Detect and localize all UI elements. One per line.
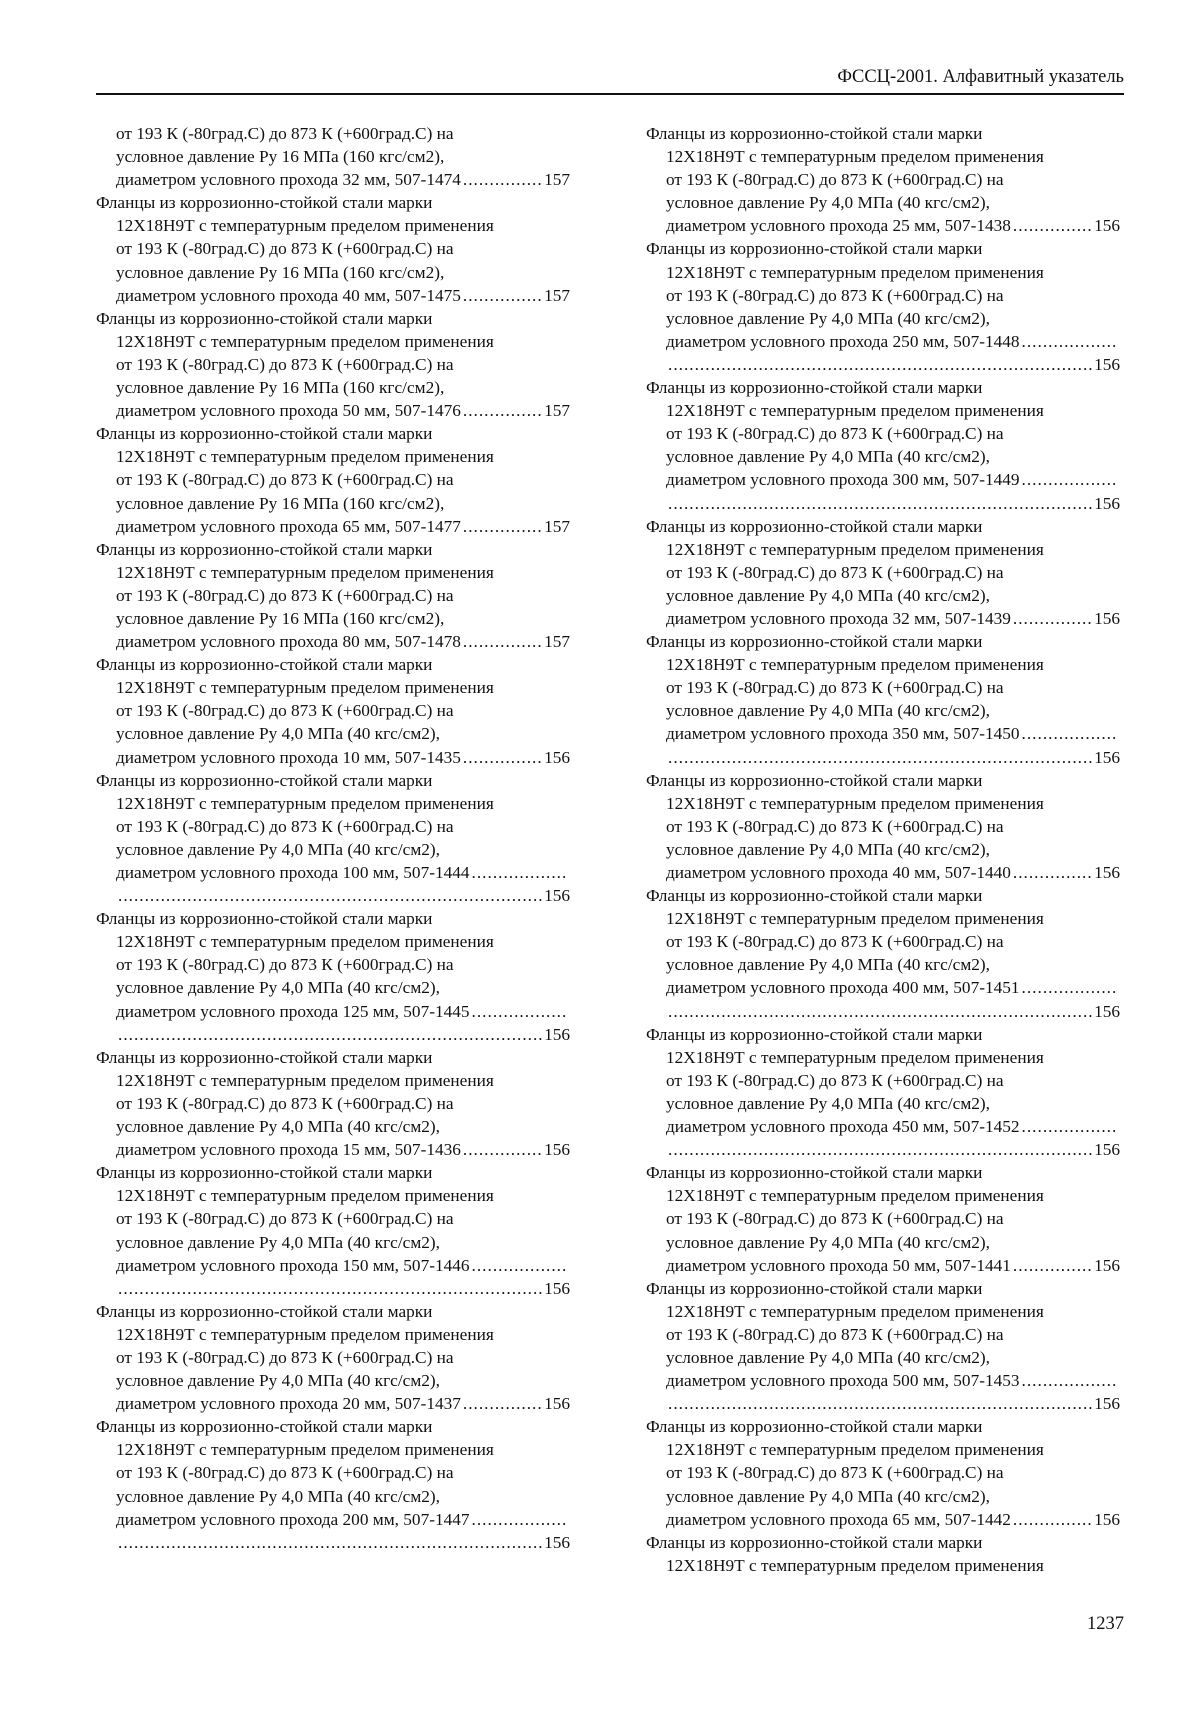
entry-line: условное давление Ру 4,0 МПа (40 кгс/см2),: [116, 724, 440, 744]
index-entry: [646, 769, 1120, 884]
page-ref: 156: [1094, 608, 1120, 628]
entry-tail-text: диаметром условного прохода 400 мм, 507-1451: [666, 978, 1020, 998]
dot-leader-line: [96, 1531, 570, 1554]
page-ref: 156: [544, 747, 570, 767]
dot-leader: [118, 1531, 542, 1554]
entry-line: [646, 861, 1120, 884]
entry-line: от 193 К (-80град.С) до 873 К (+600град.С) на: [116, 1209, 454, 1229]
entry-line: условное давление Ру 16 МПа (160 кгс/см2),: [116, 378, 445, 398]
page-ref: 157: [544, 401, 570, 421]
entry-line: 12Х18Н9Т с температурным пределом применения: [666, 1047, 1044, 1067]
dot-leader: [472, 1508, 568, 1531]
entry-line: от 193 К (-80град.С) до 873 К (+600град.С) на: [666, 1209, 1004, 1229]
entry-line: [96, 399, 570, 422]
entry-tail-text: диаметром условного прохода 40 мм, 507-1440: [666, 863, 1011, 882]
index-entry: [646, 122, 1120, 237]
entry-tail-text: диаметром условного прохода 15 мм, 507-1436: [116, 1140, 461, 1160]
entry-line: [96, 1392, 570, 1415]
entry-line: [96, 746, 570, 769]
entry-heading: Фланцы из коррозионно-стойкой стали марки: [646, 239, 983, 259]
dot-leader-line: [646, 746, 1120, 769]
entry-line: от 193 К (-80град.С) до 873 К (+600град.С) на: [116, 124, 454, 143]
entry-line: от 193 К (-80град.С) до 873 К (+600град.С) на: [116, 1093, 454, 1113]
entry-heading: Фланцы из коррозионно-стойкой стали марки: [96, 770, 433, 790]
entry-line: [96, 515, 570, 538]
entry-line: условное давление Ру 4,0 МПа (40 кгс/см2),: [116, 1486, 440, 1506]
entry-line: от 193 К (-80град.С) до 873 К (+600град.С) на: [116, 955, 454, 975]
entry-line: условное давление Ру 4,0 МПа (40 кгс/см2),: [116, 839, 440, 859]
entry-line: условное давление Ру 4,0 МПа (40 кгс/см2),: [666, 839, 990, 859]
dot-leader: [668, 492, 1092, 515]
entry-heading: Фланцы из коррозионно-стойкой стали марки: [646, 1532, 983, 1552]
entry-line: от 193 К (-80град.С) до 873 К (+600град.С) на: [666, 285, 1004, 305]
entry-heading: Фланцы из коррозионно-стойкой стали марки: [646, 516, 983, 536]
entry-line: от 193 К (-80град.С) до 873 К (+600град.С) на: [116, 354, 454, 374]
index-entry: [646, 1277, 1120, 1416]
index-entry: [96, 307, 570, 422]
dot-leader: [472, 1254, 568, 1277]
entry-heading: Фланцы из коррозионно-стойкой стали марки: [96, 655, 433, 675]
entry-line: 12Х18Н9Т с температурным пределом применения: [666, 539, 1044, 559]
entry-line: [96, 1254, 570, 1277]
entry-line: [646, 1508, 1120, 1531]
entry-tail-text: диаметром условного прохода 80 мм, 507-1478: [116, 632, 461, 652]
entry-tail-text: диаметром условного прохода 65 мм, 507-1477: [116, 516, 461, 536]
entry-line: 12Х18Н9Т с температурным пределом применения: [666, 1440, 1044, 1460]
entry-heading: Фланцы из коррозионно-стойкой стали марки: [646, 886, 983, 906]
entry-line: от 193 К (-80град.С) до 873 К (+600град.С) на: [116, 701, 454, 721]
dot-leader: [1022, 722, 1118, 745]
entry-tail-text: диаметром условного прохода 32 мм, 507-1474: [116, 170, 461, 190]
entry-line: условное давление Ру 16 МПа (160 кгс/см2),: [116, 147, 445, 167]
entry-line: 12Х18Н9Т с температурным пределом применения: [116, 1070, 494, 1090]
index-entry: [96, 538, 570, 653]
entry-tail-text: диаметром условного прохода 350 мм, 507-1450: [666, 724, 1020, 744]
entry-line: условное давление Ру 4,0 МПа (40 кгс/см2),: [666, 701, 990, 721]
entry-tail-text: диаметром условного прохода 25 мм, 507-1438: [666, 216, 1011, 236]
entry-heading: Фланцы из коррозионно-стойкой стали марки: [96, 193, 433, 213]
entry-line: условное давление Ру 16 МПа (160 кгс/см2),: [116, 262, 445, 282]
entry-tail-text: диаметром условного прохода 200 мм, 507-1447: [116, 1509, 470, 1529]
entry-line: условное давление Ру 4,0 МПа (40 кгс/см2),: [116, 978, 440, 998]
entry-line: от 193 К (-80град.С) до 873 К (+600град.С) на: [666, 424, 1004, 444]
running-head: ФССЦ-2001. Алфавитный указатель: [96, 64, 1124, 95]
page-ref: 156: [1094, 493, 1120, 513]
page-ref: 156: [1094, 1140, 1120, 1160]
entry-tail-text: диаметром условного прохода 500 мм, 507-1453: [666, 1371, 1020, 1391]
entry-tail-text: диаметром условного прохода 40 мм, 507-1475: [116, 285, 461, 305]
dot-leader: [463, 168, 542, 191]
index-entry: [646, 376, 1120, 515]
entry-line: 12Х18Н9Т с температурным пределом применения: [666, 793, 1044, 813]
entry-tail-text: диаметром условного прохода 125 мм, 507-1445: [116, 1001, 470, 1021]
page-ref: 156: [544, 1532, 570, 1552]
dot-leader-line: [646, 1392, 1120, 1415]
entry-heading: Фланцы из коррозионно-стойкой стали марки: [96, 1417, 433, 1437]
entry-heading: Фланцы из коррозионно-стойкой стали марки: [646, 632, 983, 652]
dot-leader: [1013, 1508, 1092, 1531]
index-column-left: [96, 122, 570, 1554]
index-entry: [96, 1300, 570, 1415]
dot-leader: [1013, 861, 1092, 884]
page-ref: 156: [1094, 216, 1120, 236]
dot-leader: [1022, 1369, 1118, 1392]
entry-line: 12Х18Н9Т с температурным пределом применения: [666, 401, 1044, 421]
entry-heading: Фланцы из коррозионно-стойкой стали марки: [646, 1278, 983, 1298]
entry-heading: Фланцы из коррозионно-стойкой стали марки: [646, 1163, 983, 1183]
page-ref: 156: [1094, 1001, 1120, 1021]
dot-leader: [463, 630, 542, 653]
entry-line: [646, 607, 1120, 630]
dot-leader: [463, 515, 542, 538]
entry-line: [96, 861, 570, 884]
index-entry: [96, 1415, 570, 1554]
dot-leader: [668, 1138, 1092, 1161]
page-ref: 156: [1094, 863, 1120, 882]
entry-line: от 193 К (-80град.С) до 873 К (+600град.С) на: [666, 678, 1004, 698]
entry-heading: Фланцы из коррозионно-стойкой стали марки: [96, 308, 433, 328]
entry-heading: Фланцы из коррозионно-стойкой стали марки: [96, 909, 433, 929]
entry-line: 12Х18Н9Т с температурным пределом применения: [116, 1324, 494, 1344]
dot-leader-line: [646, 1138, 1120, 1161]
entry-line: [96, 1508, 570, 1531]
entry-tail-text: диаметром условного прохода 20 мм, 507-1437: [116, 1394, 461, 1414]
entry-line: 12Х18Н9Т с температурным пределом применения: [116, 1440, 494, 1460]
dot-leader: [472, 861, 568, 884]
entry-heading: Фланцы из коррозионно-стойкой стали марки: [646, 770, 983, 790]
entry-line: условное давление Ру 4,0 МПа (40 кгс/см2),: [666, 1093, 990, 1113]
entry-line: 12Х18Н9Т с температурным пределом применения: [116, 932, 494, 952]
entry-line: [96, 168, 570, 191]
entry-line: [646, 1369, 1120, 1392]
index-entry: [96, 191, 570, 306]
dot-leader-line: [96, 1023, 570, 1046]
dot-leader-line: [96, 884, 570, 907]
page-number: 1237: [1087, 1614, 1124, 1634]
dot-leader: [118, 884, 542, 907]
entry-line: 12Х18Н9Т с температурным пределом применения: [666, 1186, 1044, 1206]
entry-tail-text: диаметром условного прохода 450 мм, 507-1452: [666, 1117, 1020, 1137]
entry-line: 12Х18Н9Т с температурным пределом применения: [116, 331, 494, 351]
index-column-right: [646, 122, 1120, 1577]
entry-line: от 193 К (-80град.С) до 873 К (+600град.С) на: [666, 1463, 1004, 1483]
entry-heading: Фланцы из коррозионно-стойкой стали марки: [96, 1047, 433, 1067]
entry-line: условное давление Ру 4,0 МПа (40 кгс/см2),: [116, 1117, 440, 1137]
entry-line: от 193 К (-80град.С) до 873 К (+600град.С) на: [666, 562, 1004, 582]
entry-line: [96, 1000, 570, 1023]
entry-line: [646, 722, 1120, 745]
entry-line: от 193 К (-80град.С) до 873 К (+600град.С) на: [666, 816, 1004, 836]
entry-line: 12Х18Н9Т с температурным пределом применения: [116, 1186, 494, 1206]
entry-line: 12Х18Н9Т с температурным пределом применения: [116, 447, 494, 467]
dot-leader-line: [646, 492, 1120, 515]
dot-leader: [463, 746, 542, 769]
entry-line: от 193 К (-80град.С) до 873 К (+600град.С) на: [666, 1324, 1004, 1344]
index-entry: [96, 1161, 570, 1300]
index-entry: [646, 1023, 1120, 1162]
entry-line: 12Х18Н9Т с температурным пределом применения: [666, 1301, 1044, 1321]
entry-line: условное давление Ру 4,0 МПа (40 кгс/см2),: [666, 193, 990, 213]
page-ref: 156: [1094, 1255, 1120, 1275]
entry-line: [646, 1254, 1120, 1277]
entry-heading: Фланцы из коррозионно-стойкой стали марки: [646, 124, 983, 143]
entry-line: 12Х18Н9Т с температурным пределом применения: [116, 216, 494, 236]
index-entry: [96, 422, 570, 537]
dot-leader: [1022, 1115, 1118, 1138]
dot-leader: [668, 353, 1092, 376]
index-entry: [646, 1415, 1120, 1530]
dot-leader: [1022, 976, 1118, 999]
entry-line: [646, 1115, 1120, 1138]
page-ref: 156: [544, 1140, 570, 1160]
index-entry: [96, 122, 570, 191]
entry-line: [646, 976, 1120, 999]
entry-line: [96, 630, 570, 653]
dot-leader: [118, 1023, 542, 1046]
dot-leader: [1022, 468, 1118, 491]
index-entry: [96, 653, 570, 768]
entry-line: от 193 К (-80град.С) до 873 К (+600град.С) на: [666, 1070, 1004, 1090]
entry-line: 12Х18Н9Т с температурным пределом применения: [666, 147, 1044, 167]
dot-leader: [463, 1138, 542, 1161]
dot-leader-line: [646, 353, 1120, 376]
dot-leader: [1013, 214, 1092, 237]
page-ref: 156: [544, 1024, 570, 1044]
dot-leader: [472, 1000, 568, 1023]
entry-tail-text: диаметром условного прохода 10 мм, 507-1435: [116, 747, 461, 767]
dot-leader: [1013, 607, 1092, 630]
dot-leader: [1022, 330, 1118, 353]
index-entry: [646, 237, 1120, 376]
entry-line: от 193 К (-80град.С) до 873 К (+600град.С) на: [666, 170, 1004, 190]
page-ref: 156: [544, 1394, 570, 1414]
dot-leader-line: [96, 1277, 570, 1300]
dot-leader: [668, 746, 1092, 769]
entry-line: от 193 К (-80град.С) до 873 К (+600град.С) на: [116, 585, 454, 605]
entry-line: условное давление Ру 16 МПа (160 кгс/см2),: [116, 493, 445, 513]
page-ref: 156: [1094, 1509, 1120, 1529]
entry-line: условное давление Ру 16 МПа (160 кгс/см2),: [116, 608, 445, 628]
entry-line: условное давление Ру 4,0 МПа (40 кгс/см2),: [116, 1232, 440, 1252]
entry-line: условное давление Ру 4,0 МПа (40 кгс/см2),: [666, 447, 990, 467]
index-entry: [96, 1046, 570, 1161]
entry-heading: Фланцы из коррозионно-стойкой стали марки: [96, 1163, 433, 1183]
entry-line: от 193 К (-80град.С) до 873 К (+600град.С) на: [116, 470, 454, 490]
entry-line: условное давление Ру 4,0 МПа (40 кгс/см2),: [666, 308, 990, 328]
entry-line: [646, 330, 1120, 353]
entry-line: 12Х18Н9Т с температурным пределом применения: [666, 909, 1044, 929]
entry-line: 12Х18Н9Т с температурным пределом применения: [666, 1555, 1044, 1575]
dot-leader-line: [646, 1000, 1120, 1023]
entry-line: условное давление Ру 4,0 МПа (40 кгс/см2),: [666, 955, 990, 975]
index-entry: [646, 1161, 1120, 1276]
page-ref: 156: [544, 886, 570, 906]
entry-line: 12Х18Н9Т с температурным пределом применения: [116, 678, 494, 698]
index-entry: [646, 630, 1120, 769]
entry-line: [646, 468, 1120, 491]
entry-line: [96, 1138, 570, 1161]
page-ref: 157: [544, 170, 570, 190]
page-ref: 157: [544, 632, 570, 652]
index-entry: [646, 884, 1120, 1023]
entry-heading: Фланцы из коррозионно-стойкой стали марки: [646, 1417, 983, 1437]
entry-heading: Фланцы из коррозионно-стойкой стали марки: [646, 1024, 983, 1044]
dot-leader: [1013, 1254, 1092, 1277]
entry-line: условное давление Ру 4,0 МПа (40 кгс/см2),: [116, 1371, 440, 1391]
entry-line: от 193 К (-80град.С) до 873 К (+600град.С) на: [116, 816, 454, 836]
page-ref: 156: [544, 1278, 570, 1298]
entry-tail-text: диаметром условного прохода 50 мм, 507-1476: [116, 401, 461, 421]
entry-tail-text: диаметром условного прохода 65 мм, 507-1442: [666, 1509, 1011, 1529]
index-entry: [646, 1531, 1120, 1577]
entry-line: условное давление Ру 4,0 МПа (40 кгс/см2),: [666, 1486, 990, 1506]
page-ref: 156: [1094, 747, 1120, 767]
index-entry: [646, 515, 1120, 630]
entry-heading: Фланцы из коррозионно-стойкой стали марки: [96, 424, 433, 444]
entry-tail-text: диаметром условного прохода 300 мм, 507-1449: [666, 470, 1020, 490]
page-ref: 157: [544, 516, 570, 536]
entry-line: [96, 284, 570, 307]
entry-tail-text: диаметром условного прохода 250 мм, 507-1448: [666, 331, 1020, 351]
page-ref: 156: [1094, 354, 1120, 374]
entry-line: от 193 К (-80град.С) до 873 К (+600град.С) на: [666, 932, 1004, 952]
entry-line: условное давление Ру 4,0 МПа (40 кгс/см2),: [666, 1347, 990, 1367]
entry-tail-text: диаметром условного прохода 100 мм, 507-1444: [116, 863, 470, 882]
entry-line: от 193 К (-80град.С) до 873 К (+600град.С) на: [116, 1463, 454, 1483]
entry-line: от 193 К (-80град.С) до 873 К (+600град.С) на: [116, 239, 454, 259]
entry-heading: Фланцы из коррозионно-стойкой стали марки: [96, 1301, 433, 1321]
entry-line: 12Х18Н9Т с температурным пределом применения: [666, 262, 1044, 282]
entry-line: условное давление Ру 4,0 МПа (40 кгс/см2),: [666, 585, 990, 605]
page-ref: 156: [1094, 1394, 1120, 1414]
entry-heading: Фланцы из коррозионно-стойкой стали марки: [646, 378, 983, 398]
entry-heading: Фланцы из коррозионно-стойкой стали марки: [96, 539, 433, 559]
dot-leader: [668, 1000, 1092, 1023]
entry-line: 12Х18Н9Т с температурным пределом применения: [116, 793, 494, 813]
entry-tail-text: диаметром условного прохода 150 мм, 507-1446: [116, 1255, 470, 1275]
index-entry: [96, 907, 570, 1046]
entry-tail-text: диаметром условного прохода 50 мм, 507-1441: [666, 1255, 1011, 1275]
entry-line: 12Х18Н9Т с температурным пределом применения: [666, 655, 1044, 675]
entry-line: 12Х18Н9Т с температурным пределом применения: [116, 562, 494, 582]
page-ref: 157: [544, 285, 570, 305]
dot-leader: [668, 1392, 1092, 1415]
dot-leader: [118, 1277, 542, 1300]
dot-leader: [463, 399, 542, 422]
entry-line: условное давление Ру 4,0 МПа (40 кгс/см2),: [666, 1232, 990, 1252]
index-entry: [96, 769, 570, 908]
dot-leader: [463, 1392, 542, 1415]
dot-leader: [463, 284, 542, 307]
entry-line: от 193 К (-80град.С) до 873 К (+600град.С) на: [116, 1347, 454, 1367]
entry-line: [646, 214, 1120, 237]
entry-tail-text: диаметром условного прохода 32 мм, 507-1439: [666, 608, 1011, 628]
